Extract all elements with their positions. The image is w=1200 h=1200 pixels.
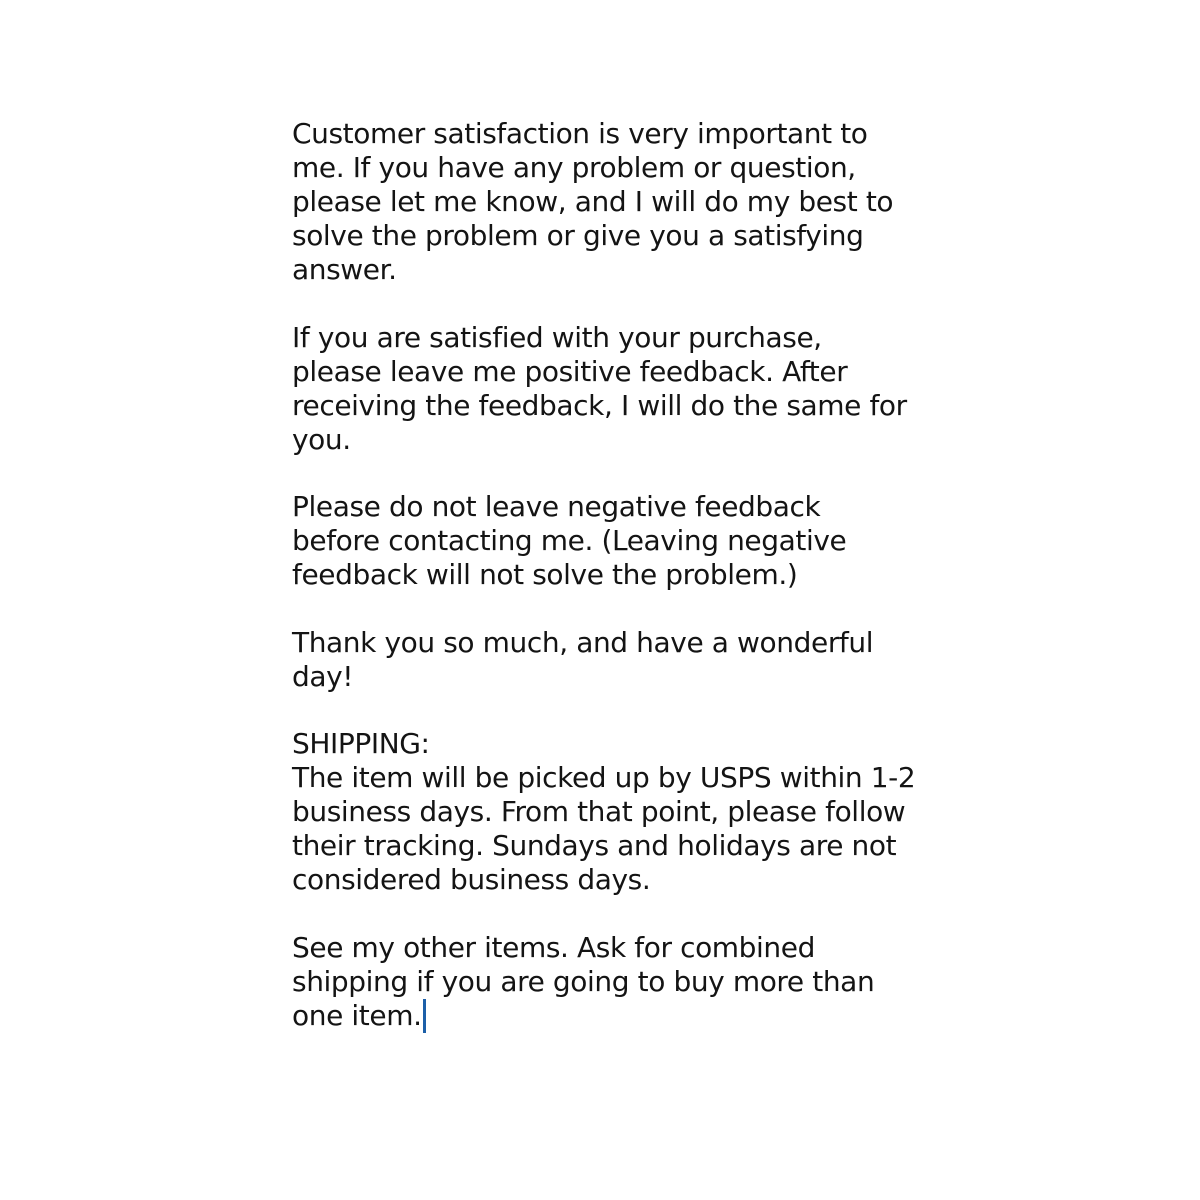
text-line: you. — [292, 422, 351, 456]
text-line-content: one item. — [292, 998, 422, 1032]
text-line: answer. — [292, 253, 397, 286]
text-line: Thank you so much, and have a wonderful — [292, 625, 874, 659]
text-line: me. If you have any problem or question, — [292, 151, 856, 184]
paragraph-negative-feedback — [292, 490, 922, 592]
text-line: Please do not leave negative feedback — [292, 490, 821, 523]
text-line: Customer satisfaction is very important to — [292, 117, 868, 150]
text-line: The item will be picked up by USPS within 1-2 — [292, 761, 916, 794]
paragraph-thank-you — [292, 626, 922, 694]
text-line: before contacting me. (Leaving negative — [292, 524, 847, 557]
text-line: please let me know, and I will do my best to — [292, 185, 894, 218]
text-line: their tracking. Sundays and holidays are not — [292, 829, 897, 862]
text-line: shipping if you are going to buy more than — [292, 964, 875, 998]
text-line: considered business days. — [292, 863, 651, 896]
paragraph-satisfaction — [292, 117, 922, 287]
paragraph-other-items — [292, 931, 922, 1033]
text-line: See my other items. Ask for combined — [292, 930, 815, 964]
text-line: solve the problem or give you a satisfying — [292, 219, 864, 252]
text-cursor — [423, 999, 426, 1033]
text-line: feedback will not solve the problem.) — [292, 558, 798, 591]
text-line-last — [292, 999, 922, 1033]
text-line: receiving the feedback, I will do the same for — [292, 388, 907, 422]
paragraph-feedback — [292, 321, 922, 457]
text-line: business days. From that point, please follow — [292, 795, 906, 828]
text-line: If you are satisfied with your purchase, — [292, 320, 822, 354]
paragraph-shipping — [292, 727, 922, 897]
text-line: please leave me positive feedback. After — [292, 354, 848, 388]
shipping-heading: SHIPPING: — [292, 727, 430, 760]
text-line: day! — [292, 659, 354, 693]
text-editor[interactable] — [292, 117, 922, 1033]
